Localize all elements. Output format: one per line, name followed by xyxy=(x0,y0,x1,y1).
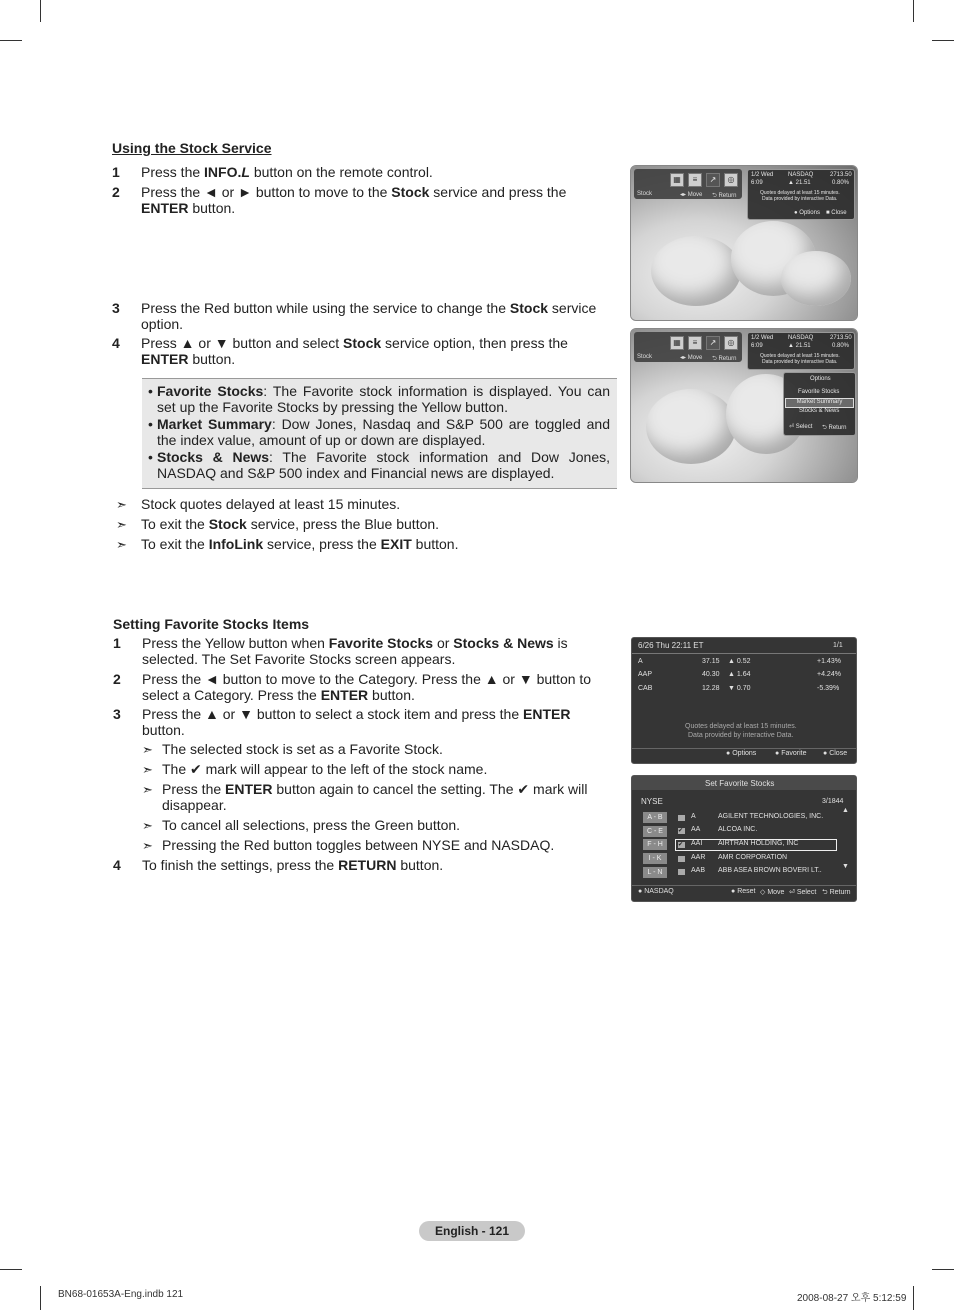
set-favorite-stocks-screen: Set Favorite Stocks NYSE 3/1844 ▲ ▼ A - B C - E F - H I - K L - N A AGILENT TECHNOLOGIES, INC. ✔ AA ALCOA INC. ✔ AAI AIRTRAN HOLDING, INC AAR AMR CORPORATION AAB ABB ASEA BROWN BOVERI LT.. ● NASDAQ ● Reset ◇ Move ⏎ Select ⮌ Return xyxy=(631,775,857,902)
note-delay: ➣ Stock quotes delayed at least 15 minutes. xyxy=(116,496,401,512)
return-hint: ⮌ Return xyxy=(822,889,851,896)
delay-note: Quotes delayed at least 15 minutes. xyxy=(685,723,797,730)
subnote-cancel: ➣ Press the ENTER button again to cancel the setting. The ✔ mark will disappear. xyxy=(142,781,588,813)
subnote-check-appears: ➣ The ✔ mark will appear to the left of the stock name. xyxy=(142,761,488,777)
tv-screenshot-stock-widget xyxy=(630,165,858,321)
close-button[interactable]: ■ Close xyxy=(826,210,847,216)
subnote-red: ➣ Pressing the Red button toggles between NYSE and NASDAQ. xyxy=(142,837,555,853)
stock-info-panel: 1/2 Wed NASDAQ 2713.50 6:09 ▲ 21.51 0.80% Quotes delayed at least 15 minutes. Data provided by interactive Data. ● Options ■ Close xyxy=(747,169,855,220)
check-icon: ✔ xyxy=(517,781,530,797)
select-hint: ⏎ Select xyxy=(789,424,813,430)
set-favorites-title: Set Favorite Stocks xyxy=(705,779,775,788)
category-i-k[interactable]: I - K xyxy=(643,853,667,864)
options-menu-title: Options xyxy=(810,376,831,382)
close-button[interactable]: ● Close xyxy=(823,750,848,757)
stock-chart-icon[interactable]: ↗ xyxy=(706,173,720,187)
menu-item-favorite-stocks[interactable]: Favorite Stocks xyxy=(798,389,840,395)
note-exit-stock: ➣ To exit the Stock service, press the Blue button. xyxy=(116,516,440,532)
widget-bar-2 xyxy=(634,332,742,362)
nasdaq-toggle[interactable]: ● NASDAQ xyxy=(638,888,674,895)
widget-icon-1: ▦ xyxy=(670,173,684,187)
step-2: 2 Press the ◄ or ► button to move to the Stock service and press the ENTER button. xyxy=(112,184,567,216)
s2-step-3: 3 Press the ▲ or ▼ button to select a stock item and press the ENTER button. xyxy=(113,706,571,738)
options-menu xyxy=(783,372,856,436)
step-1: 1 Press the INFO.L button on the remote control. xyxy=(112,164,433,180)
favorite-button[interactable]: ● Favorite xyxy=(775,750,807,757)
section-title-using-stock: Using the Stock Service xyxy=(112,140,272,156)
data-provider-note: Data provided by interactive Data. xyxy=(688,732,794,739)
menu-item-market-summary[interactable]: Market Summary xyxy=(785,398,854,408)
return-hint: ⮌ Return xyxy=(822,425,847,431)
widget-icon-1: ▦ xyxy=(670,336,684,350)
section-title-setting-favorites: Setting Favorite Stocks Items xyxy=(113,616,310,632)
scroll-up-icon[interactable]: ▲ xyxy=(842,807,849,814)
options-button[interactable]: ● Options xyxy=(726,750,757,757)
exchange-label: NYSE xyxy=(641,797,663,806)
s2-step-2: 2 Press the ◄ button to move to the Category. Press the ▲ or ▼ button to select a Category. Press the ENTER button. xyxy=(113,671,592,703)
check-icon: ✔ xyxy=(190,761,202,777)
widget-bar xyxy=(634,169,742,199)
item-count: 3/1844 xyxy=(822,798,844,805)
step-4: 4 Press ▲ or ▼ button and select Stock service option, then press the ENTER button. xyxy=(112,335,568,367)
move-hint: ◂▸ Move xyxy=(680,192,703,198)
move-hint: ◂▸ Move xyxy=(680,355,703,361)
widget-icon-4: ◎ xyxy=(724,336,738,350)
return-hint: ⮌ Return xyxy=(712,193,737,199)
widget-icon-4: ◎ xyxy=(724,173,738,187)
checkbox-checked[interactable]: ✔ xyxy=(678,828,684,834)
move-hint: ◇ Move xyxy=(760,889,785,896)
bullet-favorite-stocks: • Favorite Stocks: The Favorite stock information is displayed. You can set up the Favorite Stocks by pressing the Yellow button. xyxy=(148,383,610,415)
stocks-header: 6/26 Thu 22:11 ET xyxy=(638,641,704,650)
widget-label: Stock xyxy=(637,354,653,360)
checkbox-checked[interactable]: ✔ xyxy=(678,842,684,848)
widget-icon-2: ≡ xyxy=(688,173,702,187)
subnote-green: ➣ To cancel all selections, press the Green button. xyxy=(142,817,461,833)
service-options-box xyxy=(142,378,617,489)
widget-label: Stock xyxy=(637,191,653,197)
checkbox[interactable] xyxy=(678,815,685,821)
bullet-stocks-news: • Stocks & News: The Favorite stock information and Dow Jones, NASDAQ and S&P 500 index and Financial news are displayed. xyxy=(148,449,610,481)
s2-step-1: 1 Press the Yellow button when Favorite Stocks or Stocks & News is selected. The Set Favorite Stocks screen appears. xyxy=(113,635,568,667)
stock-info-panel: 1/2 Wed NASDAQ 2713.50 6:09 ▲ 21.51 0.80% Quotes delayed at least 15 minutes. Data provided by interactive Data. xyxy=(747,332,855,370)
subnote-selected: ➣ The selected stock is set as a Favorite Stock. xyxy=(142,741,443,757)
checkbox[interactable] xyxy=(678,856,685,862)
note-exit-infolink: ➣ To exit the InfoLink service, press the EXIT button. xyxy=(116,536,459,552)
select-hint: ⏎ Select xyxy=(789,889,817,896)
page-number-label: English - 121 xyxy=(419,1221,525,1241)
category-c-e[interactable]: C - E xyxy=(643,826,667,837)
footer-file-info: BN68-01653A-Eng.indb 121 xyxy=(58,1289,184,1300)
step-3: 3 Press the Red button while using the service to change the Stock service option. xyxy=(112,300,597,332)
category-l-n[interactable]: L - N xyxy=(643,867,667,878)
bullet-market-summary: • Market Summary: Dow Jones, Nasdaq and S&P 500 are toggled and the index value, amount of up or down are displayed. xyxy=(148,416,610,448)
return-hint: ⮌ Return xyxy=(712,356,737,362)
page-indicator: 1/1 xyxy=(833,642,843,649)
footer-timestamp: 2008-08-27 오후 5:12:59 xyxy=(797,1293,907,1304)
options-button[interactable]: ● Options xyxy=(794,210,820,216)
stock-chart-icon[interactable]: ↗ xyxy=(706,336,720,350)
favorite-stocks-screen: 6/26 Thu 22:11 ET 1/1 A 37.15 ▲ 0.52 +1.43% AAP 40.30 ▲ 1.64 +4.24% CAB 12.28 ▼ 0.70 -5.39% Quotes delayed at least 15 minutes. Data provided by interactive Data. ● Options ● Favorite ● Close xyxy=(631,637,857,764)
checkbox[interactable] xyxy=(678,869,685,875)
widget-icon-2: ≡ xyxy=(688,336,702,350)
tv-screenshot-options-menu xyxy=(630,328,858,483)
menu-item-stocks-news[interactable]: Stocks & News xyxy=(799,408,840,414)
s2-step-4: 4 To finish the settings, press the RETURN button. xyxy=(113,857,444,873)
scroll-down-icon[interactable]: ▼ xyxy=(842,863,849,870)
category-a-b[interactable]: A - B xyxy=(643,812,667,823)
reset-button[interactable]: ● Reset xyxy=(731,888,756,895)
category-f-h[interactable]: F - H xyxy=(643,839,667,850)
